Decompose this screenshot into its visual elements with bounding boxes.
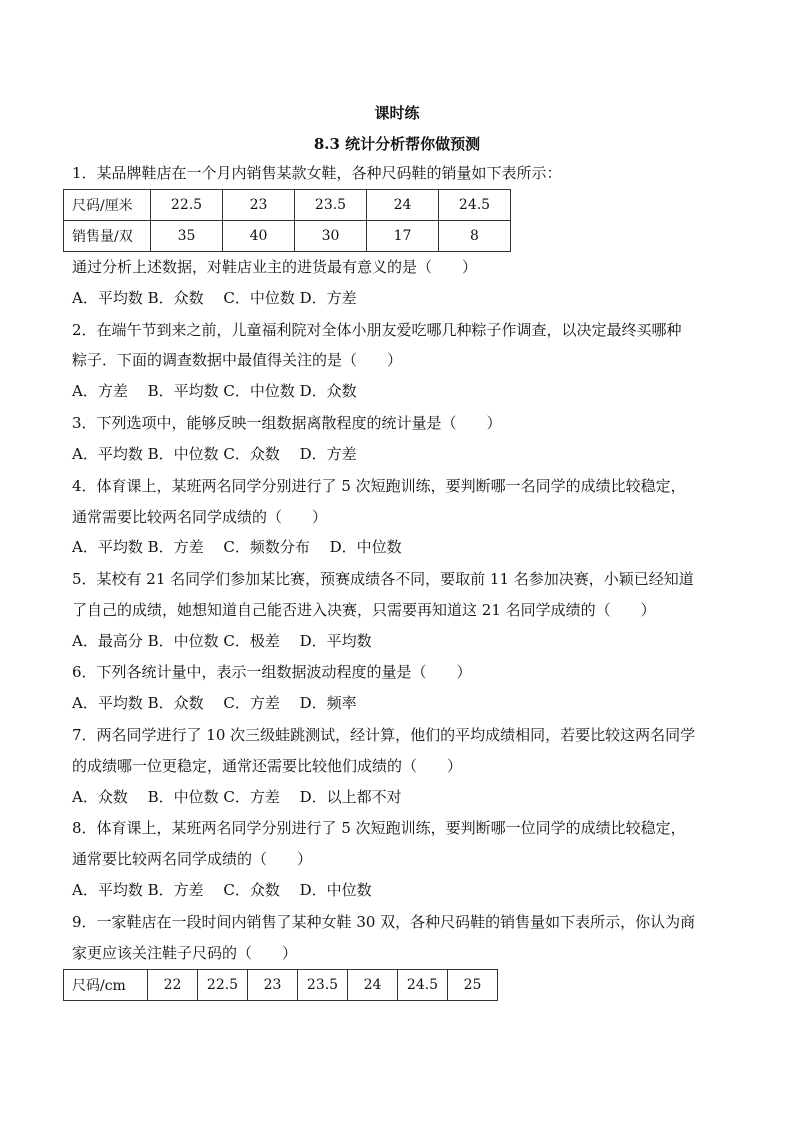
question-3-stem: 3．下列选项中，能够反映一组数据离散程度的统计量是（ ） xyxy=(72,414,502,432)
table-header-cell: 尺码/厘米 xyxy=(64,190,151,221)
table-cell: 23 xyxy=(223,190,295,221)
question-8-stem-line-1: 8．体育课上，某班两名同学分别进行了 5 次短跑训练，要判断哪一位同学的成绩比较稳定， xyxy=(72,819,686,837)
question-1-prompt: 通过分析上述数据，对鞋店业主的进货最有意义的是（ ） xyxy=(72,258,478,276)
table-cell: 24.5 xyxy=(439,190,511,221)
question-9-table xyxy=(63,969,498,1001)
table-cell: 24 xyxy=(367,190,439,221)
table-row xyxy=(64,221,511,252)
table-cell: 30 xyxy=(295,221,367,252)
question-1-table xyxy=(63,189,511,252)
question-8-options: A．平均数 B．方差 C．众数 D．中位数 xyxy=(72,881,372,899)
question-1-options: A．平均数 B．众数 C．中位数 D．方差 xyxy=(72,289,357,307)
table-cell: 23.5 xyxy=(295,190,367,221)
table-cell: 17 xyxy=(367,221,439,252)
question-2-options: A．方差 B．平均数 C．中位数 D．众数 xyxy=(72,382,357,400)
table-header-cell: 销售量/双 xyxy=(64,221,151,252)
question-1-stem: 1．某品牌鞋店在一个月内销售某款女鞋，各种尺码鞋的销量如下表所示： xyxy=(72,164,562,182)
question-5-stem-line-2: 了自己的成绩，她想知道自己能否进入决赛，只需要再知道这 21 名同学成绩的（ ） xyxy=(72,601,656,619)
table-row xyxy=(64,190,511,221)
question-6-options: A．平均数 B．众数 C．方差 D．频率 xyxy=(72,694,357,712)
table-cell: 22 xyxy=(148,970,198,1001)
question-4-options: A．平均数 B．方差 C．频数分布 D．中位数 xyxy=(72,538,402,556)
table-cell: 24 xyxy=(348,970,398,1001)
question-7-options: A．众数 B．中位数 C．方差 D．以上都不对 xyxy=(72,788,402,806)
question-5-options: A．最高分 B．中位数 C．极差 D．平均数 xyxy=(72,632,372,650)
question-3-options: A．平均数 B．中位数 C．众数 D．方差 xyxy=(72,445,357,463)
question-5-stem-line-1: 5．某校有 21 名同学们参加某比赛，预赛成绩各不同，要取前 11 名参加决赛，小颖已经知道 xyxy=(72,570,694,588)
question-4-stem-line-1: 4．体育课上，某班两名同学分别进行了 5 次短跑训练，要判断哪一名同学的成绩比较稳定， xyxy=(72,477,686,495)
page-subtitle: 8.3 统计分析帮你做预测 xyxy=(313,135,481,153)
table-cell: 8 xyxy=(439,221,511,252)
question-9-stem-line-2: 家更应该关注鞋子尺码的（ ） xyxy=(72,944,298,962)
question-9-stem-line-1: 9．一家鞋店在一段时间内销售了某种女鞋 30 双，各种尺码鞋的销售量如下表所示，你认为商 xyxy=(72,913,696,931)
table-cell: 35 xyxy=(151,221,223,252)
question-2-stem-line-2: 粽子．下面的调查数据中最值得关注的是（ ） xyxy=(72,351,403,369)
question-8-stem-line-2: 通常要比较两名同学成绩的（ ） xyxy=(72,850,313,868)
table-cell: 22.5 xyxy=(151,190,223,221)
table-header-cell: 尺码/cm xyxy=(64,970,148,1001)
page-title: 课时练 xyxy=(374,104,420,122)
question-7-stem-line-1: 7．两名同学进行了 10 次三级蛙跳测试，经计算，他们的平均成绩相同，若要比较这两名同学 xyxy=(72,726,696,744)
question-2-stem-line-1: 2．在端午节到来之前，儿童福利院对全体小朋友爱吃哪几种粽子作调查，以决定最终买哪种 xyxy=(72,321,682,339)
table-cell: 25 xyxy=(448,970,498,1001)
table-cell: 24.5 xyxy=(398,970,448,1001)
table-cell: 23.5 xyxy=(298,970,348,1001)
table-cell: 40 xyxy=(223,221,295,252)
table-cell: 22.5 xyxy=(198,970,248,1001)
table-row xyxy=(64,970,498,1001)
question-6-stem: 6．下列各统计量中，表示一组数据波动程度的量是（ ） xyxy=(72,663,472,681)
question-7-stem-line-2: 的成绩哪一位更稳定，通常还需要比较他们成绩的（ ） xyxy=(72,757,463,775)
table-cell: 23 xyxy=(248,970,298,1001)
question-4-stem-line-2: 通常需要比较两名同学成绩的（ ） xyxy=(72,508,328,526)
